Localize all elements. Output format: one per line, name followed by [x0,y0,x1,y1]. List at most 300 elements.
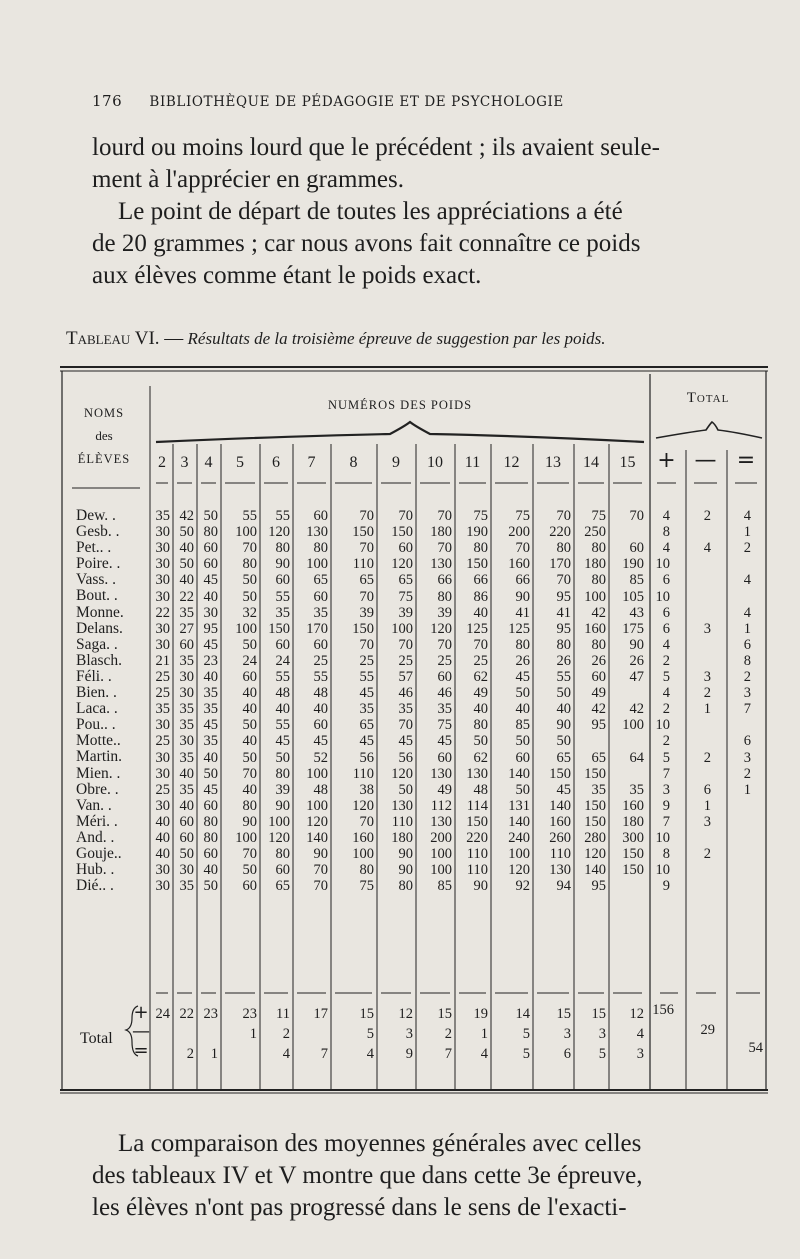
weight-estimate: 62 [473,669,488,685]
results-table [60,366,768,1094]
weight-estimate: 90 [398,862,413,879]
total-row-symbol: = [133,1040,149,1061]
weight-estimate: 120 [430,620,452,637]
weight-estimate: 46 [437,685,452,702]
weight-estimate: 100 [430,846,452,863]
weight-estimate: 90 [515,588,530,605]
table-caption-label: Tableau VI. — [66,328,184,349]
weight-number-header: 2 [158,454,166,471]
weight-estimate: 64 [629,749,644,766]
weight-estimate: 35 [179,604,194,621]
weight-estimate: 112 [430,797,452,814]
total-count: 6 [743,733,751,750]
weight-estimate: 80 [275,540,290,557]
weight-estimate: 60 [313,717,328,734]
total-count: 1 [703,797,711,814]
weight-estimate: 45 [359,733,374,750]
student-names [76,508,124,894]
weight-estimate: 100 [352,846,374,863]
weight-estimate: 35 [179,781,194,798]
weight-estimate: 80 [515,636,530,653]
weight-estimate: 66 [437,572,452,589]
weight-estimate: 25 [437,652,452,669]
weight-estimate: 70 [437,540,452,557]
weight-estimate: 70 [515,540,530,557]
weight-estimate: 50 [203,765,218,782]
total-count: 1 [703,701,711,718]
column-total: 11 [276,1006,290,1022]
student-name: Van. . [76,796,112,814]
weight-estimate: 70 [313,862,328,879]
weight-estimate: 140 [508,765,530,782]
weight-estimate: 120 [352,797,374,814]
total-count: 10 [655,556,670,573]
total-count: 4 [662,508,670,524]
total-count: 2 [662,701,670,718]
weight-estimate: 160 [508,556,530,573]
weight-estimate: 90 [275,797,290,814]
text-line: La comparaison des moyennes générales avec celles [118,1130,642,1157]
weight-estimate: 25 [155,685,170,702]
weight-estimate: 100 [235,830,257,846]
text-line: Le point de départ de toutes les appréciations a été [118,198,623,225]
student-name: Delans. [76,619,123,637]
column-total: 1 [480,1026,488,1042]
weight-estimate: 70 [398,508,413,524]
weight-estimate: 90 [629,636,644,653]
weight-estimate: 100 [235,524,257,541]
weight-estimate: 42 [591,604,606,621]
total-count: 2 [743,540,751,557]
grand-total: 29 [700,1022,715,1038]
weight-estimate: 26 [591,652,606,669]
weight-estimate: 50 [203,508,218,524]
weight-estimate: 80 [556,540,571,557]
total-count: 9 [662,878,670,895]
weight-estimate: 50 [242,749,257,766]
total-brace [656,422,762,438]
weight-estimate: 65 [398,572,413,589]
weight-estimate: 30 [179,733,194,750]
weight-estimate: 70 [437,636,452,653]
names-header-line: des [95,428,113,443]
weight-estimate: 27 [179,620,194,637]
weight-estimate: 25 [398,652,413,669]
total-count: 6 [662,572,670,589]
student-name: Bien. . [76,684,117,702]
weight-estimate: 30 [179,669,194,685]
weight-estimate: 70 [473,636,488,653]
weight-estimate: 50 [179,846,194,863]
student-name: Mien. . [76,764,121,782]
weight-estimate: 24 [275,652,290,669]
weight-estimate: 80 [313,540,328,557]
weight-estimate: 80 [275,765,290,782]
weight-estimate: 32 [242,604,257,621]
weight-estimate: 280 [584,830,606,846]
total-count: 3 [743,685,751,702]
weight-estimate: 60 [203,556,218,573]
weight-estimate: 70 [359,588,374,605]
weight-estimate: 50 [515,781,530,798]
weight-estimate: 80 [242,556,257,573]
weight-estimate: 60 [203,846,218,863]
weight-estimate: 140 [584,862,606,879]
student-name: Poire. . [76,555,121,573]
total-count: 4 [662,685,670,702]
weight-estimate: 50 [473,733,488,750]
weight-estimate: 60 [313,508,328,524]
weight-estimate: 100 [430,862,452,879]
weight-estimate: 130 [306,524,328,541]
weight-estimate: 150 [584,797,606,814]
weight-estimate: 180 [584,556,606,573]
weight-estimate: 70 [398,636,413,653]
weight-estimate: 60 [275,572,290,589]
weight-estimate: 50 [242,862,257,879]
column-total: 2 [282,1026,290,1042]
weight-estimate: 90 [242,813,257,830]
student-name: Méri. . [76,812,118,830]
weight-estimate: 85 [437,878,452,895]
weight-estimate: 43 [629,604,644,621]
weight-estimate: 60 [179,830,194,846]
weight-estimate: 75 [473,508,488,524]
weight-estimate: 70 [242,540,257,557]
grand-total: 54 [748,1040,763,1056]
weight-estimate: 50 [242,572,257,589]
weight-estimate: 75 [398,588,413,605]
weight-estimate: 35 [155,701,170,718]
weight-estimate: 35 [179,701,194,718]
weight-estimate: 62 [473,749,488,766]
weight-estimate: 65 [359,717,374,734]
weight-estimate: 70 [242,846,257,863]
total-count: 1 [743,524,751,541]
weight-estimate: 80 [398,878,413,895]
weight-estimate: 240 [508,830,530,846]
weight-estimate: 100 [235,620,257,637]
weight-estimate: 40 [242,781,257,798]
weight-estimate: 40 [473,604,488,621]
weight-estimate: 22 [179,588,194,605]
column-total: 12 [629,1006,644,1022]
column-total: 17 [313,1006,328,1022]
column-total: 6 [563,1046,571,1062]
weight-estimate: 26 [515,652,530,669]
total-count: 4 [743,572,751,589]
weight-estimate: 75 [515,508,530,524]
total-count: 2 [703,685,711,702]
weight-number-header: 6 [272,454,280,471]
weight-number-header: 13 [545,454,561,471]
weight-estimate: 40 [155,813,170,830]
weight-estimate: 40 [155,846,170,863]
weight-estimate: 80 [437,588,452,605]
weight-estimate: 70 [359,636,374,653]
weight-estimate: 100 [584,588,606,605]
weight-estimate: 48 [313,685,328,702]
weight-estimate: 60 [242,878,257,895]
weight-estimate: 200 [430,830,452,846]
weight-estimate: 150 [549,765,571,782]
weight-number-header: 12 [503,454,520,471]
weight-estimate: 25 [313,652,328,669]
weight-estimate: 95 [591,878,606,895]
weight-estimate: 52 [313,749,328,766]
weight-estimate: 150 [584,813,606,830]
weight-estimate: 90 [556,717,571,734]
weight-estimate: 35 [313,604,328,621]
total-symbol-header: = [736,448,756,473]
total-count: 4 [743,604,751,621]
total-count: 10 [655,862,670,879]
column-total: 15 [556,1006,571,1022]
weight-estimate: 25 [155,781,170,798]
weight-estimate: 60 [203,797,218,814]
weight-estimate: 70 [359,813,374,830]
weight-estimate: 35 [275,604,290,621]
weight-estimate: 45 [359,685,374,702]
weight-estimate: 100 [268,813,290,830]
weight-estimate: 70 [359,540,374,557]
weight-estimate: 30 [155,862,170,879]
weight-estimate: 150 [466,813,488,830]
weight-estimate: 39 [359,604,374,621]
weight-estimate: 35 [179,878,194,895]
weight-estimate: 95 [556,620,571,637]
weight-estimate: 30 [155,717,170,734]
column-total: 3 [405,1026,413,1042]
weight-estimate: 80 [473,717,488,734]
weight-estimate: 130 [430,556,452,573]
weight-estimate: 100 [391,620,413,637]
weight-estimate: 150 [268,620,290,637]
column-total: 2 [186,1046,194,1062]
weight-estimate: 80 [203,813,218,830]
column-total: 3 [598,1026,606,1042]
weight-estimate: 35 [591,781,606,798]
total-count: 4 [743,508,751,524]
weight-estimate: 40 [155,830,170,846]
weight-estimate: 60 [179,813,194,830]
text-line: les élèves n'ont pas progressé dans le sens de l'exacti- [92,1194,627,1221]
total-count: 8 [662,846,670,863]
total-count: 8 [662,524,670,541]
total-count: 5 [662,749,670,766]
student-name: Vass. . [76,571,117,589]
weight-estimate: 30 [155,749,170,766]
column-total: 3 [563,1026,571,1042]
weight-estimate: 80 [591,636,606,653]
total-header: Total [686,390,730,406]
text-line: ment à l'apprécier en grammes. [92,166,404,193]
weight-estimate: 90 [473,878,488,895]
total-count: 6 [743,636,751,653]
weight-estimate: 65 [556,749,571,766]
weight-number-header: 15 [619,454,636,471]
column-total: 5 [598,1046,606,1062]
weight-estimate: 30 [155,524,170,541]
weight-estimate: 110 [391,813,413,830]
weight-estimate: 49 [437,781,452,798]
weight-estimate: 120 [508,862,530,879]
weight-estimate: 100 [306,765,328,782]
weight-estimate: 180 [391,830,413,846]
weight-estimate: 55 [359,669,374,685]
weight-estimate: 22 [155,604,170,621]
total-row-symbol: — [132,1021,150,1042]
grand-total: 156 [652,1002,674,1018]
weight-estimate: 150 [352,620,374,637]
total-row-label: Total [80,1030,113,1047]
total-count: 5 [662,669,670,685]
weight-estimate: 50 [242,717,257,734]
running-header [92,92,752,110]
weight-estimate: 40 [473,701,488,718]
weight-estimate: 40 [179,572,194,589]
total-count: 2 [662,652,670,669]
column-total: 3 [636,1046,644,1062]
weight-estimate: 48 [473,781,488,798]
weight-estimate: 50 [515,685,530,702]
weight-estimate: 40 [179,540,194,557]
total-count: 3 [703,620,711,637]
weight-estimate: 30 [203,604,218,621]
weight-estimate: 66 [515,572,530,589]
weight-estimate: 42 [591,701,606,718]
weight-number-header: 4 [204,454,213,471]
weight-estimate: 170 [306,620,328,637]
weight-estimate: 50 [275,749,290,766]
weight-estimate: 35 [179,652,194,669]
total-count: 2 [743,669,751,685]
weight-estimate: 95 [203,620,218,637]
weight-estimate: 46 [398,685,413,702]
weight-estimate: 60 [313,636,328,653]
weight-estimate: 48 [313,781,328,798]
weight-estimate: 150 [391,524,413,541]
weight-estimate: 80 [556,636,571,653]
weight-estimate: 60 [629,540,644,557]
weight-estimate: 60 [242,669,257,685]
weight-estimate: 45 [203,717,218,734]
total-count: 4 [662,540,670,557]
column-total: 4 [282,1046,290,1062]
column-total: 7 [320,1046,328,1062]
weight-estimate: 55 [556,669,571,685]
total-count: 9 [662,797,670,814]
weight-estimate: 65 [359,572,374,589]
weight-estimate: 50 [556,685,571,702]
weight-estimate: 150 [622,846,644,863]
running-title: BIBLIOTHÈQUE DE PÉDAGOGIE ET DE PSYCHOLOGIE [149,94,564,110]
weight-estimate: 40 [203,749,218,766]
intro-paragraph [92,132,752,292]
text-line: lourd ou moins lourd que le précédent ; ils avaient seule- [92,134,660,161]
weight-estimate: 220 [466,830,488,846]
weight-estimate: 70 [629,508,644,524]
weight-estimate: 38 [359,781,374,798]
weight-estimate: 140 [549,797,571,814]
weight-estimate: 35 [629,781,644,798]
weight-estimate: 55 [275,508,290,524]
weight-number-header: 3 [180,454,189,471]
weight-estimate: 35 [179,717,194,734]
weight-estimate: 40 [203,862,218,879]
weight-estimate: 30 [155,878,170,895]
total-count: 7 [662,765,670,782]
weight-estimate: 49 [591,685,606,702]
weight-estimate: 60 [437,749,452,766]
total-count: 8 [743,652,751,669]
weight-estimate: 26 [629,652,644,669]
weight-estimate: 130 [430,765,452,782]
total-count: 10 [655,717,670,734]
weight-estimate: 45 [203,572,218,589]
total-count: 10 [655,588,670,605]
weight-estimate: 80 [359,862,374,879]
weight-estimate: 55 [242,508,257,524]
student-name: Gesb. . [76,523,120,541]
total-count: 10 [655,830,670,846]
column-total: 23 [203,1006,218,1022]
student-name: Motte.. [76,732,121,750]
weight-estimate: 40 [313,701,328,718]
weight-estimate: 35 [203,701,218,718]
column-total: 2 [444,1026,452,1042]
weight-estimate: 120 [268,830,290,846]
column-total: 15 [437,1006,452,1022]
text-line: de 20 grammes ; car nous avons fait connaître ce poids [92,230,641,257]
student-name: Laca. . [76,700,118,718]
total-symbol-header: + [657,448,676,473]
table-caption [66,328,766,350]
weight-estimate: 80 [203,830,218,846]
weight-estimate: 60 [275,862,290,879]
weight-numbers-header: NUMÉROS DES POIDS [327,398,473,412]
column-total: 15 [359,1006,374,1022]
weight-estimate: 45 [398,733,413,750]
table-caption-text: Résultats de la troisième épreuve de suggestion par les poids. [187,329,606,348]
weight-estimate: 35 [155,508,170,524]
weight-estimate: 95 [556,588,571,605]
weight-estimate: 45 [275,733,290,750]
weight-estimate: 55 [275,588,290,605]
total-count: 2 [703,749,711,766]
total-count: 7 [743,701,751,718]
weight-estimate: 23 [203,652,218,669]
weight-estimate: 49 [473,685,488,702]
column-total: 4 [366,1046,374,1062]
weight-estimate: 65 [591,749,606,766]
weight-estimate: 40 [179,765,194,782]
weight-number-header: 7 [307,454,316,471]
column-total: 9 [405,1046,413,1062]
weight-estimate: 70 [359,508,374,524]
weight-estimate: 50 [179,556,194,573]
names-header-line: NOMS [83,406,125,420]
header-brace [156,422,644,442]
weight-estimate: 50 [242,636,257,653]
weight-estimate: 35 [179,749,194,766]
weight-estimate: 21 [155,652,170,669]
weight-estimate: 75 [359,878,374,895]
weight-estimate: 80 [275,846,290,863]
weight-estimate: 35 [398,701,413,718]
weight-estimate: 50 [179,524,194,541]
weight-estimate: 55 [275,717,290,734]
